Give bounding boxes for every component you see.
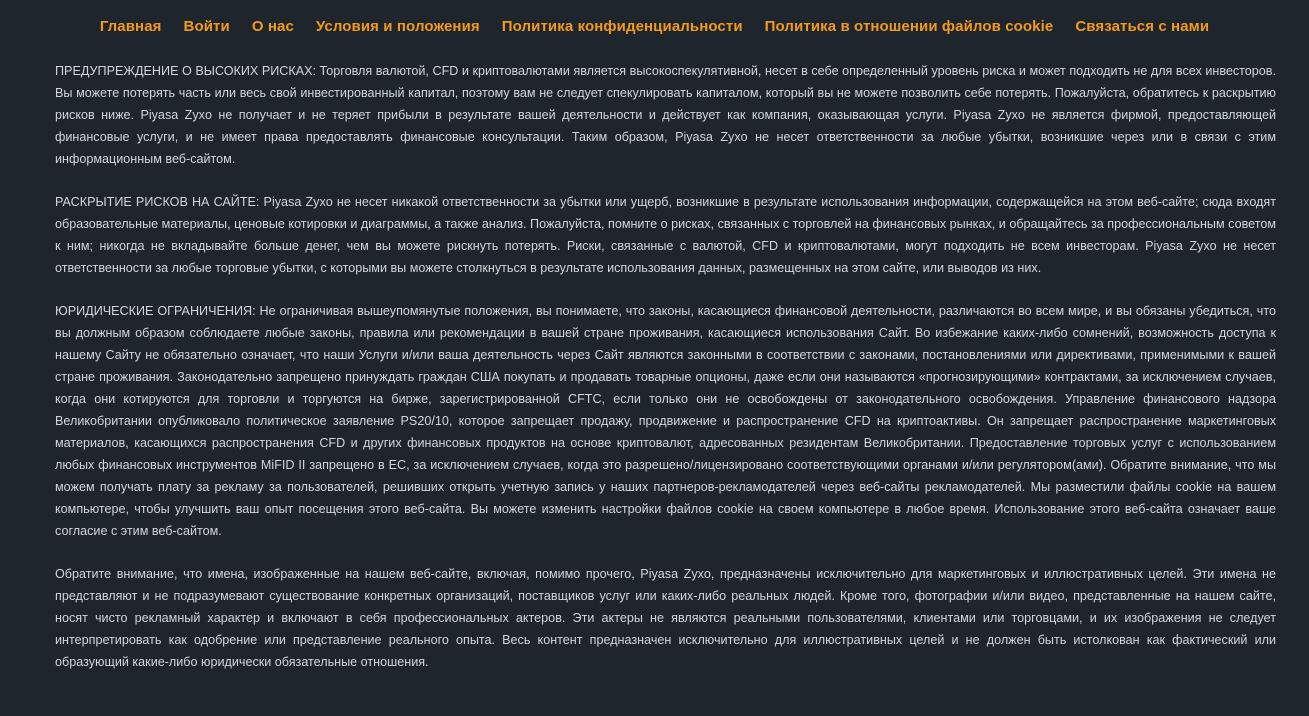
nav-link-cookie-policy[interactable]: Политика в отношении файлов cookie bbox=[764, 18, 1054, 35]
nav-link-contact[interactable]: Связаться с нами bbox=[1075, 18, 1210, 35]
disclaimer-content bbox=[0, 40, 1309, 673]
nav-link-login[interactable]: Войти bbox=[183, 18, 230, 35]
nav-link-about[interactable]: О нас bbox=[251, 18, 294, 35]
high-risk-warning-paragraph: ПРЕДУПРЕЖДЕНИЕ О ВЫСОКИХ РИСКАХ: Торговля валютой, CFD и криптовалютами является высокоспекулятивной, несет в себе определенный уровень риска и может подходить не для всех инвесторов. Вы можете потерять часть или весь свой инвестированный капитал, поэтому вам не следует спекулировать капиталом, который вы не можете позволить себе потерять. Пожалуйста, обратитесь к раскрытию рисков ниже. Piyasa Zyxo не получает и не теряет прибыли в результате вашей деятельности и действует как компания, оказывающая услуги. Piyasa Zyxo не является фирмой, предоставляющей финансовые услуги, и не имеет права предоставлять финансовые консультации. Таким образом, Piyasa Zyxo не несет ответственности за любые убытки, возникшие через или в связи с этим информационным веб-сайтом. bbox=[55, 64, 1276, 166]
nav-link-home[interactable]: Главная bbox=[99, 18, 162, 35]
top-nav bbox=[0, 0, 1309, 40]
names-notice-paragraph: Обратите внимание, что имена, изображенные на нашем веб-сайте, включая, помимо прочего, Piyasa Zyxo, предназначены исключительно для маркетинговых и иллюстративных целей. Эти имена не представляют и не подразумевают существование конкретных организаций, поставщиков услуг или каких-либо реальных людей. Кроме того, фотографии и/или видео, представленные на нашем сайте, носят чисто рекламный характер и включают в себя профессиональных актеров. Эти актеры не являются реальными пользователями, клиентами или торговцами, и их изображения не следует интерпретировать как одобрение или представление реального опыта. Весь контент предназначен исключительно для иллюстративных целей и не должен быть истолкован как фактический или образующий какие-либо юридически обязательные отношения. bbox=[55, 567, 1276, 669]
legal-restrictions-paragraph: ЮРИДИЧЕСКИЕ ОГРАНИЧЕНИЯ: Не ограничивая вышеупомянутые положения, вы понимаете, что законы, касающиеся финансовой деятельности, различаются во всем мире, и вы обязаны убедиться, что вы должным образом соблюдаете любые законы, правила или рекомендации в вашей стране проживания, касающиеся использования Сайт. Во избежание каких-либо сомнений, возможность доступа к нашему Сайту не обязательно означает, что наши Услуги и/или ваша деятельность через Сайт являются законными в соответствии с законами, постановлениями или директивами, применимыми к вашей стране проживания. Законодательно запрещено принуждать граждан США покупать и продавать товарные опционы, даже если они называются «прогнозирующими» контрактами, за исключением случаев, когда они котируются для торговли и торгуются на бирже, зарегистрированной CFTC, если только они не освобождены от законодательного освобождения. Управление финансового надзора Великобритании опубликовало политическое заявление PS20/10, которое запрещает продажу, продвижение и распространение CFD на криптоактивы. Он запрещает распространение маркетинговых материалов, касающихся распространения CFD и других финансовых продуктов на основе криптовалют, адресованных резидентам Великобритании. Предоставление торговых услуг с использованием любых финансовых инструментов MiFID II запрещено в ЕС, за исключением случаев, когда это разрешено/лицензировано соответствующими органами и/или регулятором(ами). Обратите внимание, что мы можем получать плату за рекламу за пользователей, решивших открыть учетную запись у наших партнеров-рекламодателей через веб-сайты рекламодателей. Мы разместили файлы cookie на вашем компьютере, чтобы улучшить ваш опыт посещения этого веб-сайта. Вы можете изменить настройки файлов cookie на своем компьютере в любое время. Использование этого веб-сайта означает ваше согласие с этим веб-сайтом. bbox=[55, 304, 1276, 538]
nav-link-privacy[interactable]: Политика конфиденциальности bbox=[501, 18, 743, 35]
risk-disclosure-paragraph: РАСКРЫТИЕ РИСКОВ НА САЙТЕ: Piyasa Zyxo не несет никакой ответственности за убытки или ущерб, возникшие в результате использования информации, содержащейся на этом веб-сайте; сюда входят образовательные материалы, ценовые котировки и диаграммы, а также анализ. Пожалуйста, помните о рисках, связанных с торговлей на финансовых рынках, и обращайтесь за профессиональным советом к ним; никогда не вкладывайте больше денег, чем вы можете рискнуть потерять. Риски, связанные с валютой, CFD и криптовалютами, могут подходить не всем инвесторам. Piyasa Zyxo не несет ответственности за любые торговые убытки, с которыми вы можете столкнуться в результате использования данных, размещенных на этом сайте, или выводов из них. bbox=[55, 195, 1276, 275]
nav-link-terms[interactable]: Условия и положения bbox=[315, 18, 480, 35]
